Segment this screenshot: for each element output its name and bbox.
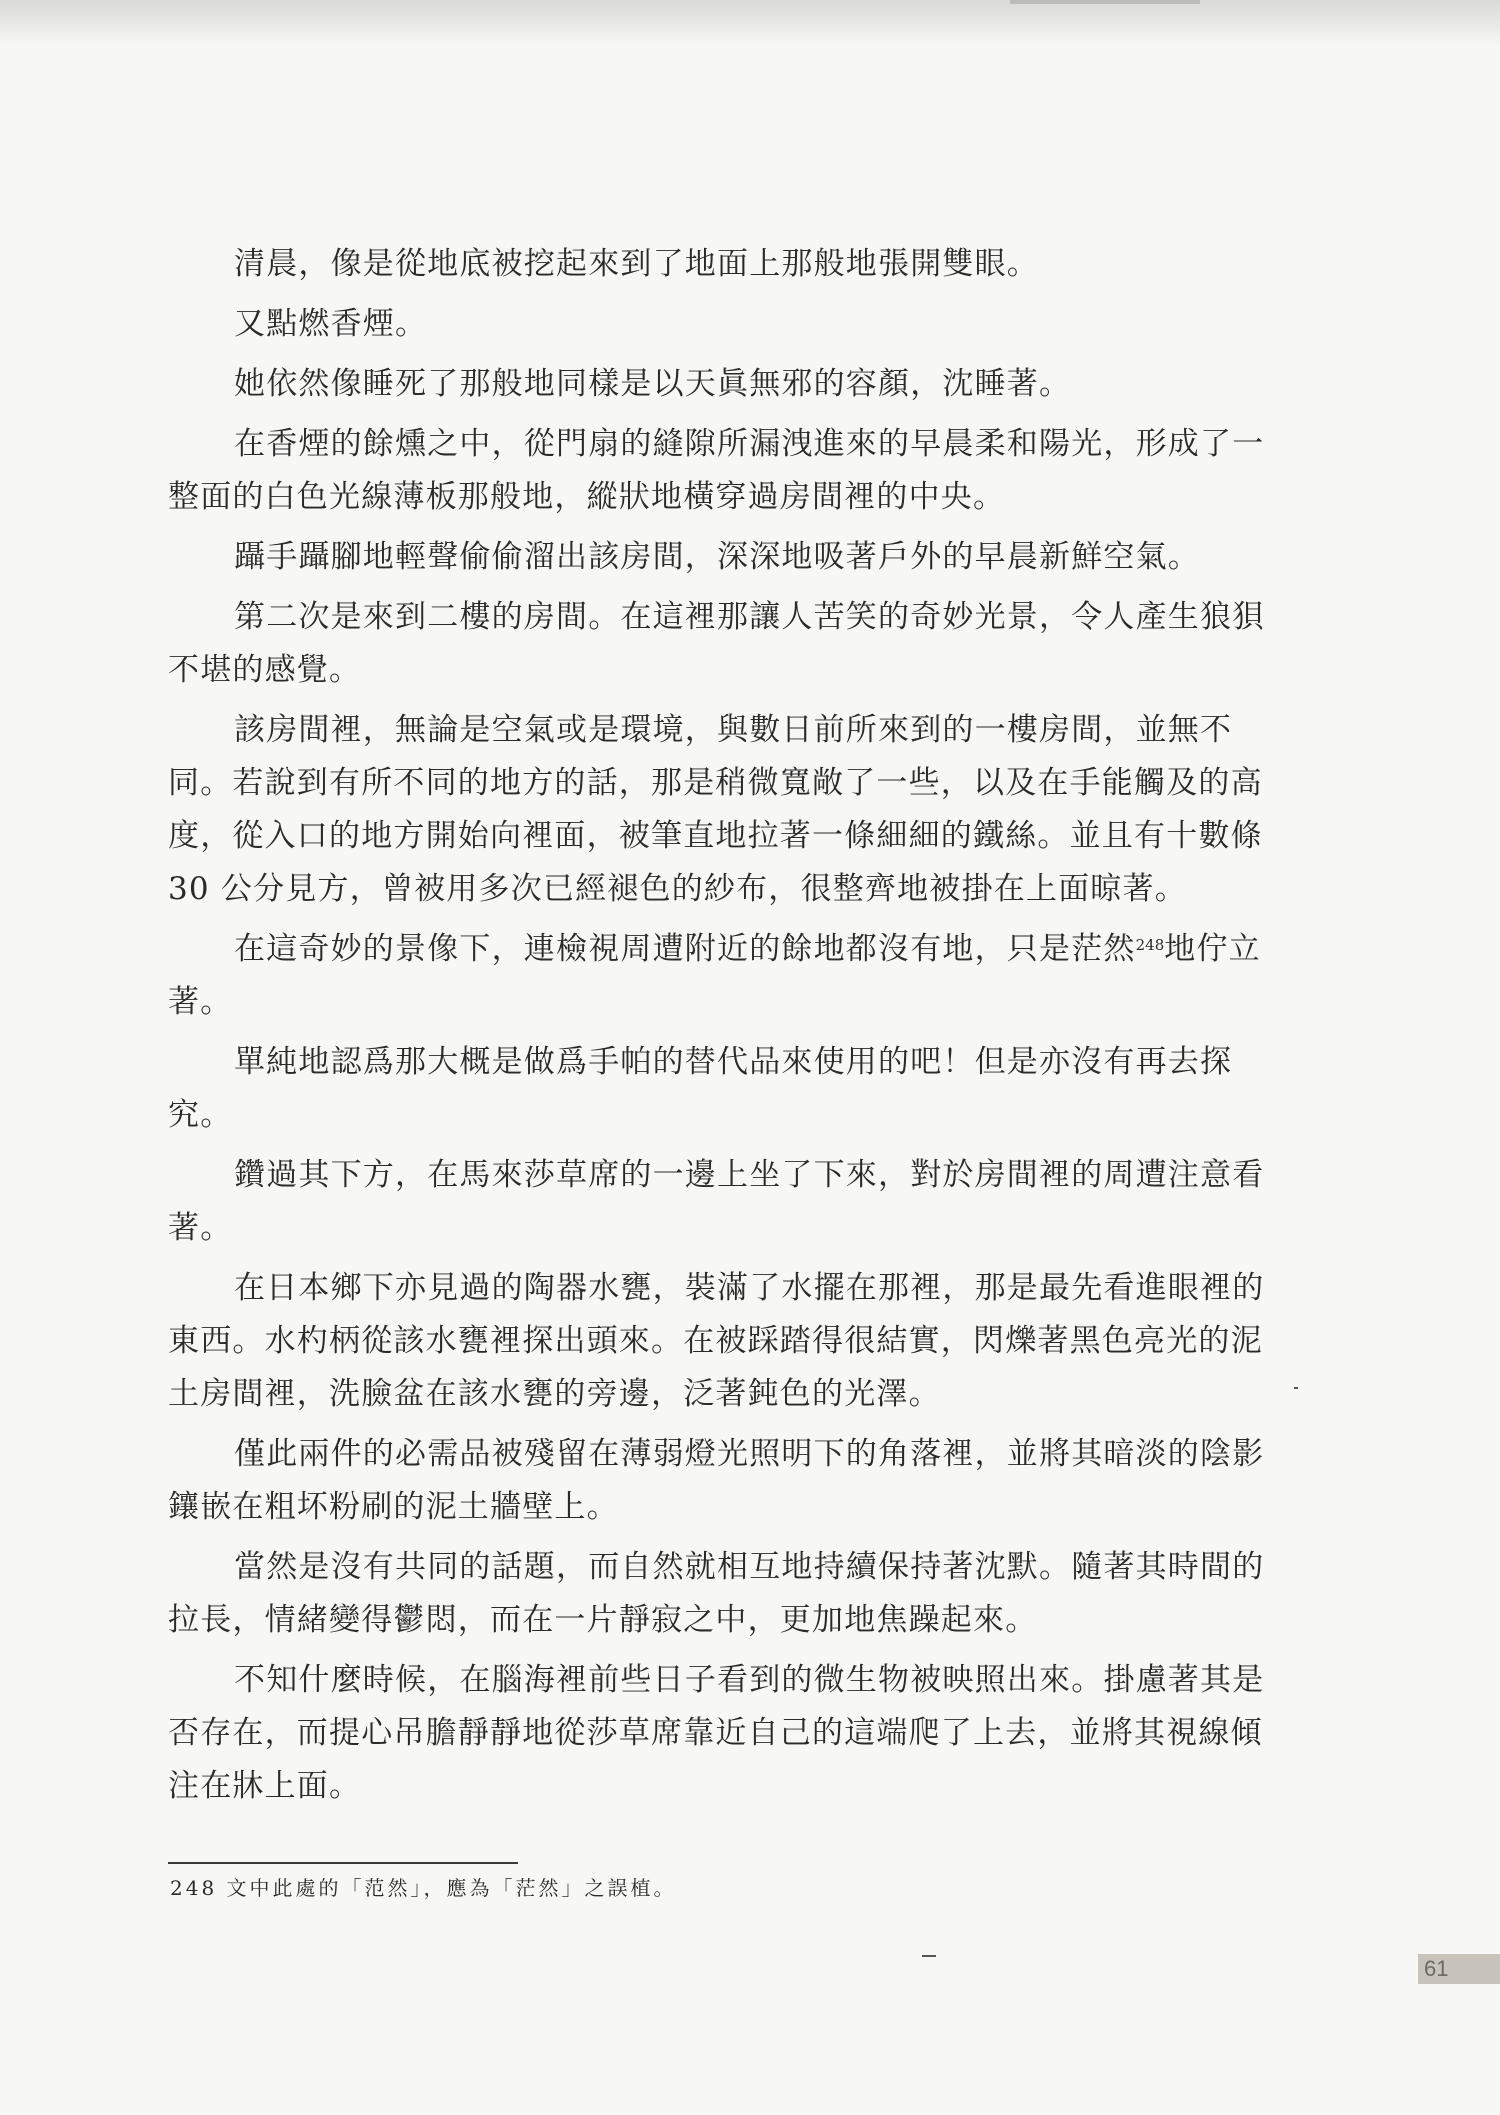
paragraph: 鑽過其下方，在馬來莎草席的一邊上坐了下來，對於房間裡的周遭注意看著。 <box>168 1157 1265 1246</box>
paragraph: 清晨，像是從地底被挖起來到了地面上那般地張開雙眼。 <box>234 246 1039 282</box>
paragraph-text-before: 在這奇妙的景像下，連檢視周遭附近的餘地都沒有地，只是茫然 <box>234 931 1136 967</box>
scan-speck <box>922 1955 936 1957</box>
paragraph-with-footnote-ref <box>168 923 1286 1029</box>
footnote-reference: 248 <box>1135 936 1165 954</box>
scan-top-mark <box>1010 0 1200 4</box>
scan-speck <box>1294 1387 1298 1389</box>
paragraph: 在香煙的餘燻之中，從門扇的縫隙所漏洩進來的早晨柔和陽光，形成了一整面的白色光線薄板那般地，縱狀地橫穿過房間裡的中央。 <box>168 426 1265 515</box>
paragraph: 單純地認爲那大概是做爲手帕的替代品來使用的吧！但是亦沒有再去探究。 <box>168 1044 1233 1133</box>
body-text <box>168 238 1286 1820</box>
page-number: 61 <box>1418 1954 1500 1984</box>
paragraph: 她依然像睡死了那般地同樣是以天眞無邪的容顏，沈睡著。 <box>234 366 1072 402</box>
scan-top-shadow <box>0 0 1500 46</box>
paragraph: 該房間裡，無論是空氣或是環境，與數日前所來到的一樓房間，並無不同。若說到有所不同的地方的話，那是稍微寬敞了一些，以及在手能觸及的高度，從入口的地方開始向裡面，被筆直地拉著一條細細的鐵絲。並且有十數條30 公分見方，曾被用多次已經褪色的紗布，很整齊地被掛在上面晾著。 <box>168 712 1263 907</box>
footnote: 248 文中此處的「范然」，應為「茫然」之誤植。 <box>170 1876 677 1900</box>
paragraph: 第二次是來到二樓的房間。在這裡那讓人苦笑的奇妙光景，令人產生狼狽不堪的感覺。 <box>168 599 1265 688</box>
paragraph: 僅此兩件的必需品被殘留在薄弱燈光照明下的角落裡，並將其暗淡的陰影鑲嵌在粗坏粉刷的泥土牆壁上。 <box>168 1436 1265 1525</box>
footnote-divider <box>168 1862 518 1864</box>
paragraph: 又點燃香煙。 <box>234 306 428 342</box>
paragraph-text-after: 地佇立著。 <box>168 931 1261 1020</box>
paragraph: 在日本鄉下亦見過的陶器水甕，裝滿了水擺在那裡，那是最先看進眼裡的東西。水杓柄從該水甕裡探出頭來。在被踩踏得很結實，閃爍著黑色亮光的泥土房間裡，洗臉盆在該水甕的旁邊，泛著鈍色的光澤。 <box>168 1270 1265 1412</box>
paragraph: 不知什麼時候，在腦海裡前些日子看到的微生物被映照出來。掛慮著其是否存在，而提心吊膽靜靜地從莎草席靠近自己的這端爬了上去，並將其視線傾注在牀上面。 <box>168 1662 1265 1804</box>
paragraph: 躡手躡腳地輕聲偷偷溜出該房間，深深地吸著戶外的早晨新鮮空氣。 <box>234 539 1200 575</box>
paragraph: 當然是沒有共同的話題，而自然就相互地持續保持著沈默。隨著其時間的拉長，情緒變得鬱悶，而在一片靜寂之中，更加地焦躁起來。 <box>168 1549 1265 1638</box>
